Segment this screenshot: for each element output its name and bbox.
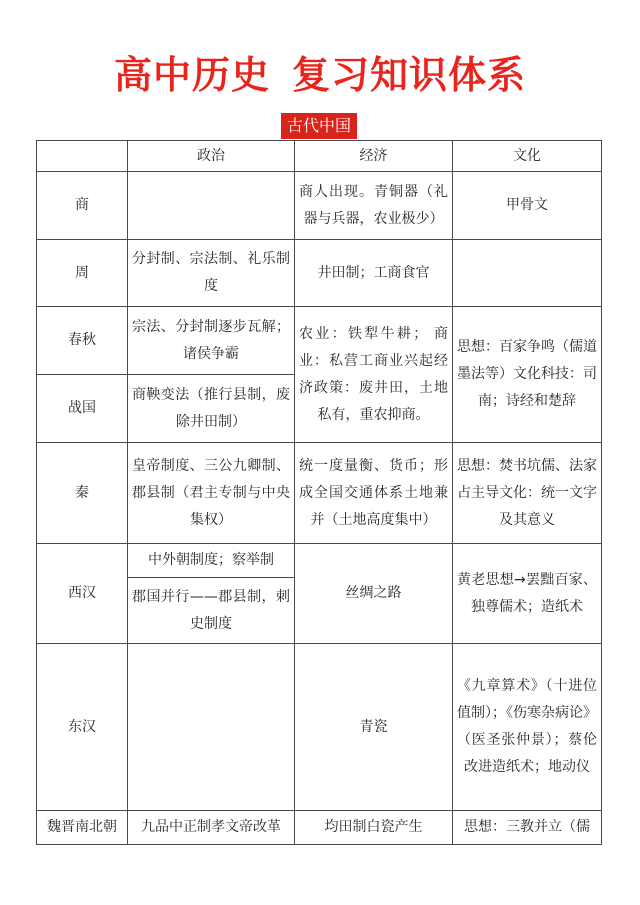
era-cell: 春秋: [37, 307, 128, 375]
politics-cell: [128, 172, 295, 240]
politics-cell: 九品中正制孝文帝改革: [128, 811, 295, 845]
politics-cell: [128, 644, 295, 811]
politics-cell: 宗法、分封制逐步瓦解；诸侯争霸: [128, 307, 295, 375]
header-cell-culture: 文化: [453, 141, 602, 172]
politics-cell: 中外朝制度；察举制: [128, 544, 295, 578]
section-label: 古代中国: [281, 113, 357, 139]
table-row: [37, 811, 602, 845]
title-part-2: 复习知识体系: [292, 53, 527, 97]
culture-cell: [453, 240, 602, 307]
culture-cell: 甲骨文: [453, 172, 602, 240]
table-row: [37, 443, 602, 544]
economy-cell: 统一度量衡、货币；形成全国交通体系土地兼并（土地高度集中）: [295, 443, 453, 544]
politics-cell: 商鞅变法（推行县制，废除井田制）: [128, 375, 295, 443]
header-cell-politics: 政治: [128, 141, 295, 172]
table-row: [37, 307, 602, 375]
culture-cell: 思想：百家争鸣（儒道墨法等）文化科技：司南；诗经和楚辞: [453, 307, 602, 443]
politics-cell: 郡国并行——郡县制，刺史制度: [128, 578, 295, 644]
economy-cell: 商人出现。青铜器（礼器与兵器，农业极少）: [295, 172, 453, 240]
economy-cell: 青瓷: [295, 644, 453, 811]
title-part-1: 高中历史: [113, 53, 270, 97]
era-cell: 秦: [37, 443, 128, 544]
politics-cell: 皇帝制度、三公九卿制、郡县制（君主专制与中央集权）: [128, 443, 295, 544]
culture-cell: 《九章算术》（十进位值制）；《伤寒杂病论》（医圣张仲景）；蔡伦改进造纸术；地动仪: [453, 644, 602, 811]
economy-cell: 丝绸之路: [295, 544, 453, 644]
economy-cell: 农业：铁犁牛耕； 商业：私营工商业兴起经济政策：废井田，土地私有，重农抑商。: [295, 307, 453, 443]
politics-cell: 分封制、宗法制、礼乐制度: [128, 240, 295, 307]
era-cell: 东汉: [37, 644, 128, 811]
era-cell: 战国: [37, 375, 128, 443]
era-cell: 周: [37, 240, 128, 307]
table-header-row: [37, 141, 602, 172]
economy-cell: 井田制；工商食官: [295, 240, 453, 307]
economy-cell: 均田制白瓷产生: [295, 811, 453, 845]
culture-cell: 思想：焚书坑儒、法家占主导文化：统一文字及其意义: [453, 443, 602, 544]
table-row: [37, 544, 602, 578]
header-cell-era: [37, 141, 128, 172]
header-cell-economy: 经济: [295, 141, 453, 172]
culture-cell: 思想：三教并立（儒: [453, 811, 602, 845]
page-title: [0, 44, 640, 99]
era-cell: 西汉: [37, 544, 128, 644]
era-cell: 商: [37, 172, 128, 240]
table-row: [37, 644, 602, 811]
table-row: [37, 172, 602, 240]
culture-cell: 黄老思想→罢黜百家、独尊儒术；造纸术: [453, 544, 602, 644]
era-cell: 魏晋南北朝: [37, 811, 128, 845]
history-table: [36, 140, 602, 845]
table-row: [37, 240, 602, 307]
